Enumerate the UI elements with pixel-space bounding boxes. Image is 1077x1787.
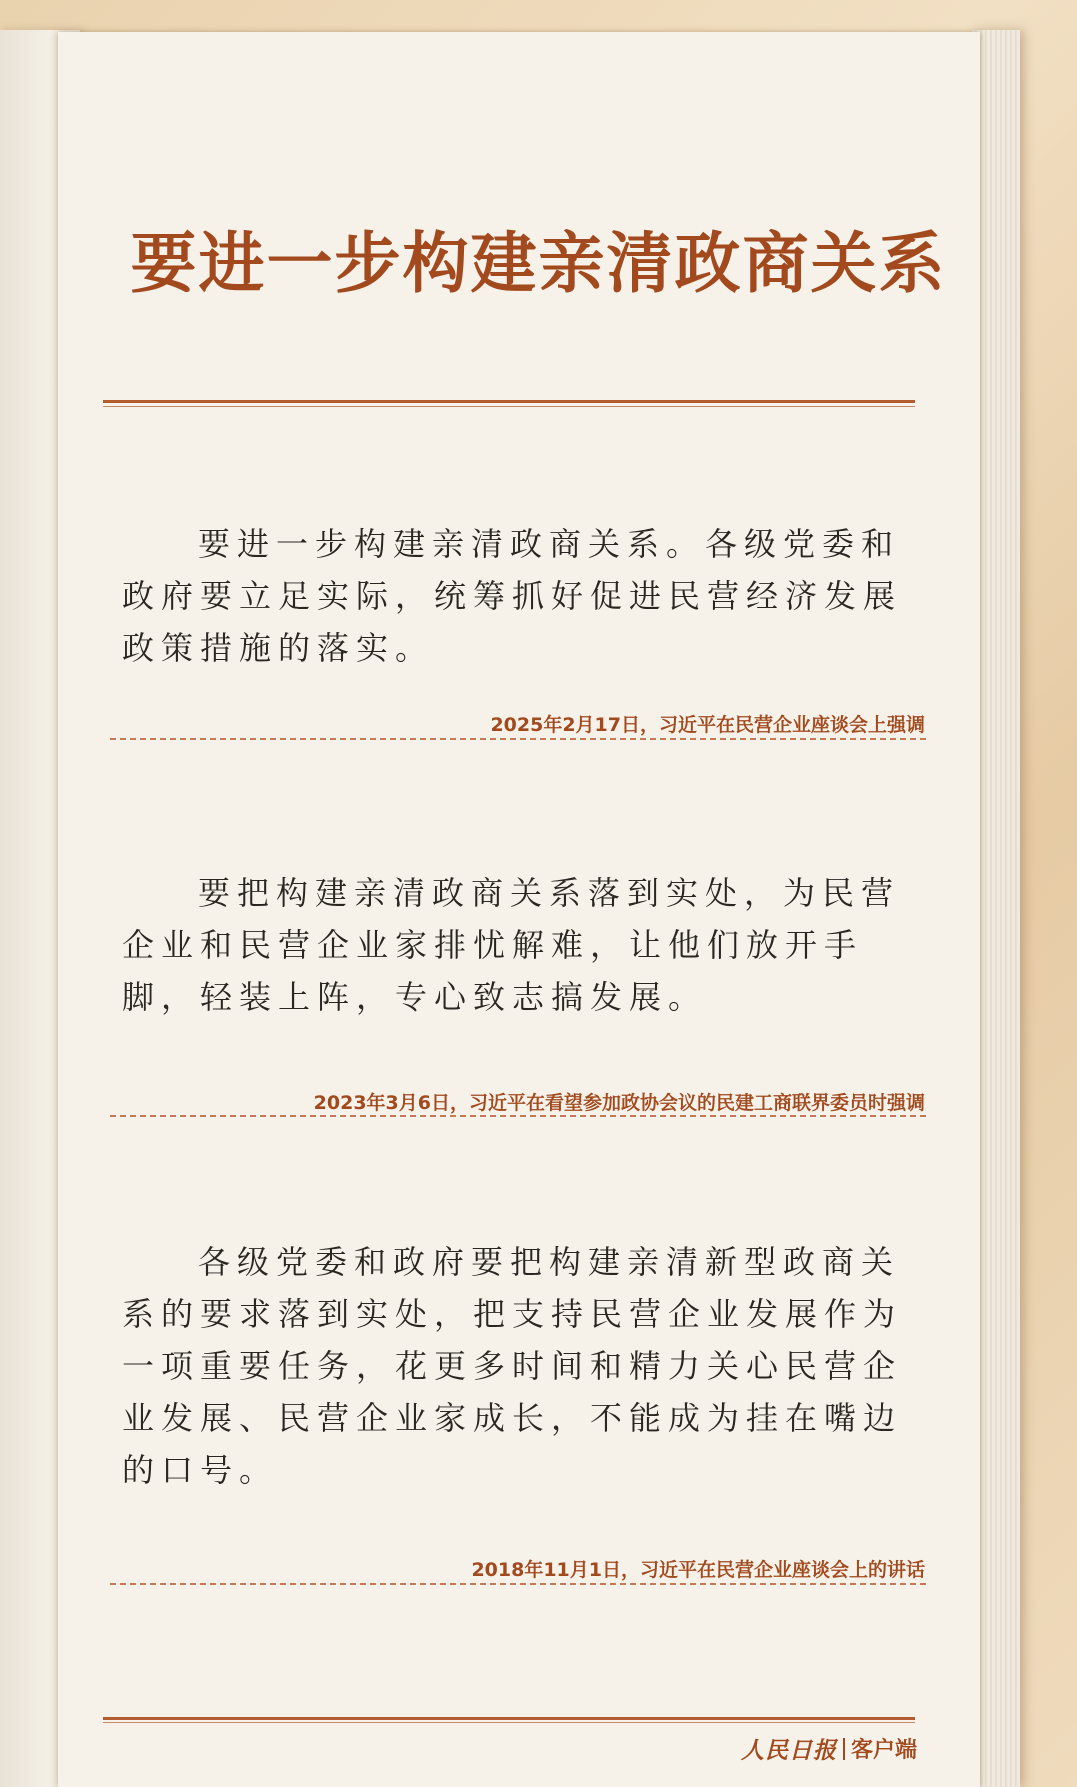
quote-3-source: 2018年11月1日，习近平在民营企业座谈会上的讲话 — [471, 1559, 925, 1581]
title-divider-thin — [103, 406, 915, 407]
quote-3-divider — [110, 1583, 926, 1585]
title-divider — [103, 400, 915, 403]
brand-separator — [843, 1738, 845, 1760]
quote-2-source: 2023年3月6日，习近平在看望参加政协会议的民建工商联界委员时强调 — [313, 1092, 925, 1114]
quote-1-text: 要进一步构建亲清政商关系。各级党委和政府要立足实际，统筹抓好促进民营经济发展政策措施的落实。 — [122, 525, 903, 667]
quote-1-source: 2025年2月17日，习近平在民营企业座谈会上强调 — [490, 714, 925, 736]
quote-3-text: 各级党委和政府要把构建亲清新型政商关系的要求落到实处，把支持民营企业发展作为一项重要任务，花更多时间和精力关心民营企业发展、民营企业家成长，不能成为挂在嘴边的口号。 — [122, 1243, 903, 1489]
quote-2-text: 要把构建亲清政商关系落到实处，为民营企业和民营企业家排忧解难，让他们放开手脚，轻装上阵，专心致志搞发展。 — [122, 874, 901, 1016]
footer-divider — [103, 1717, 915, 1720]
page-title: 要进一步构建亲清政商关系 — [130, 225, 947, 302]
brand-footer — [741, 1732, 917, 1765]
footer-divider-thin — [103, 1722, 915, 1723]
quote-2-divider — [110, 1115, 926, 1117]
quote-1-divider — [110, 738, 926, 740]
brand-client-label: 客户端 — [850, 1738, 917, 1763]
brand-logo: 人民日报 — [740, 1737, 837, 1764]
